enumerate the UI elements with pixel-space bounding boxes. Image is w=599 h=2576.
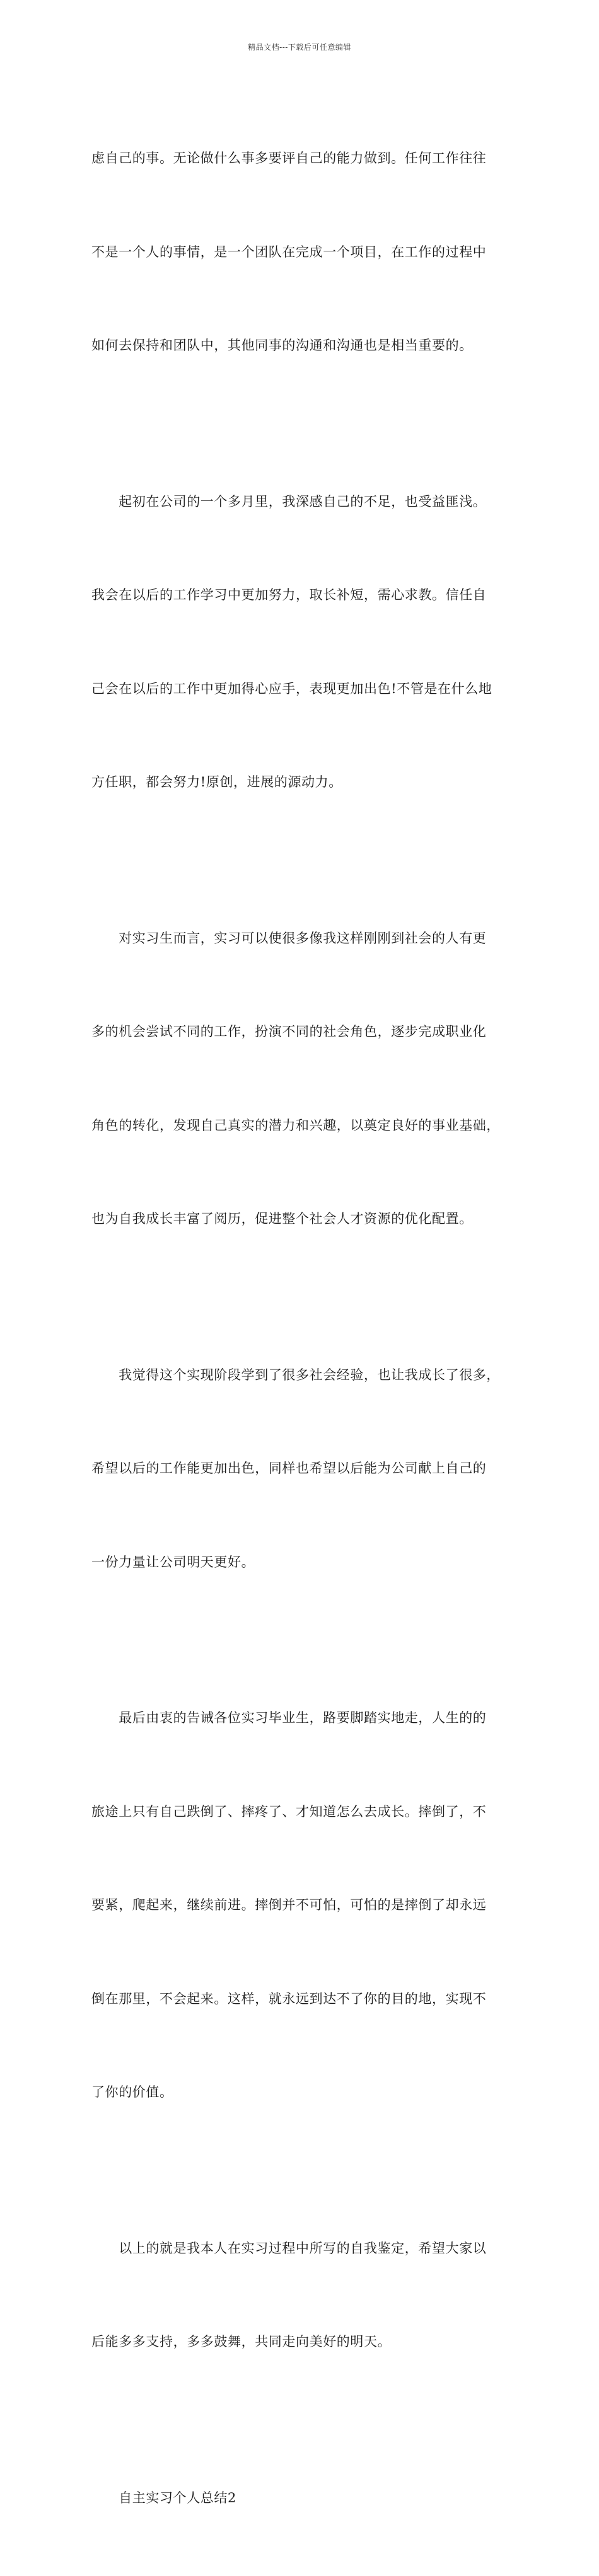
text-line: 最后由衷的告诫各位实习毕业生，路要脚踏实地走，人生的的 bbox=[91, 1703, 526, 1734]
text-line: 我觉得这个实现阶段学到了很多社会经验，也让我成长了很多， bbox=[91, 1360, 526, 1391]
text-line: 对实习生而言，实习可以使很多像我这样刚刚到社会的人有更 bbox=[91, 923, 526, 955]
page-header: 精品文档---下载后可任意编辑 bbox=[0, 42, 599, 52]
text-line: 后能多多支持，多多鼓舞，共同走向美好的明天。 bbox=[91, 2326, 526, 2358]
text-line: 多的机会尝试不同的工作，扮演不同的社会角色，逐步完成职业化 bbox=[91, 1016, 526, 1048]
paragraph bbox=[91, 424, 526, 861]
text-line: 不是一个人的事情，是一个团队在完成一个项目，在工作的过程中 bbox=[91, 237, 526, 268]
paragraph bbox=[91, 1297, 526, 1641]
text-line: 也为自我成长丰富了阅历，促进整个社会人才资源的优化配置。 bbox=[91, 1204, 526, 1235]
text-line: 我会在以后的工作学习中更加努力，取长补短，需心求教。信任自 bbox=[91, 580, 526, 611]
document-body bbox=[91, 81, 526, 2576]
text-line: 希望以后的工作能更加出色，同样也希望以后能为公司献上自己的 bbox=[91, 1453, 526, 1485]
text-line: 如何去保持和团队中，其他同事的沟通和沟通也是相当重要的。 bbox=[91, 330, 526, 362]
paragraph bbox=[91, 81, 526, 424]
section-heading bbox=[91, 2420, 526, 2576]
text-line: 以上的就是我本人在实习过程中所写的自我鉴定，希望大家以 bbox=[91, 2233, 526, 2265]
text-line: 要紧，爬起来，继续前进。摔倒并不可怕，可怕的是摔倒了却永远 bbox=[91, 1890, 526, 1921]
paragraph bbox=[91, 861, 526, 1297]
text-line: 角色的转化，发现自己真实的潜力和兴趣，以奠定良好的事业基础， bbox=[91, 1110, 526, 1142]
text-line: 己会在以后的工作中更加得心应手，表现更加出色!不管是在什么地 bbox=[91, 674, 526, 705]
text-line: 一份力量让公司明天更好。 bbox=[91, 1547, 526, 1578]
text-line: 倒在那里，不会起来。这样，就永远到达不了你的目的地，实现不 bbox=[91, 1984, 526, 2015]
text-line: 方任职，都会努力!原创，进展的源动力。 bbox=[91, 767, 526, 798]
text-line: 了你的价值。 bbox=[91, 2077, 526, 2108]
text-line: 虑自己的事。无论做什么事多要评自己的能力做到。任何工作往往 bbox=[91, 143, 526, 175]
text-line: 自主实习个人总结2 bbox=[91, 2483, 526, 2514]
paragraph bbox=[91, 2171, 526, 2420]
paragraph bbox=[91, 1640, 526, 2171]
text-line: 起初在公司的一个多月里，我深感自己的不足，也受益匪浅。 bbox=[91, 486, 526, 518]
text-line: 旅途上只有自己跌倒了、摔疼了、才知道怎么去成长。摔倒了，不 bbox=[91, 1797, 526, 1828]
